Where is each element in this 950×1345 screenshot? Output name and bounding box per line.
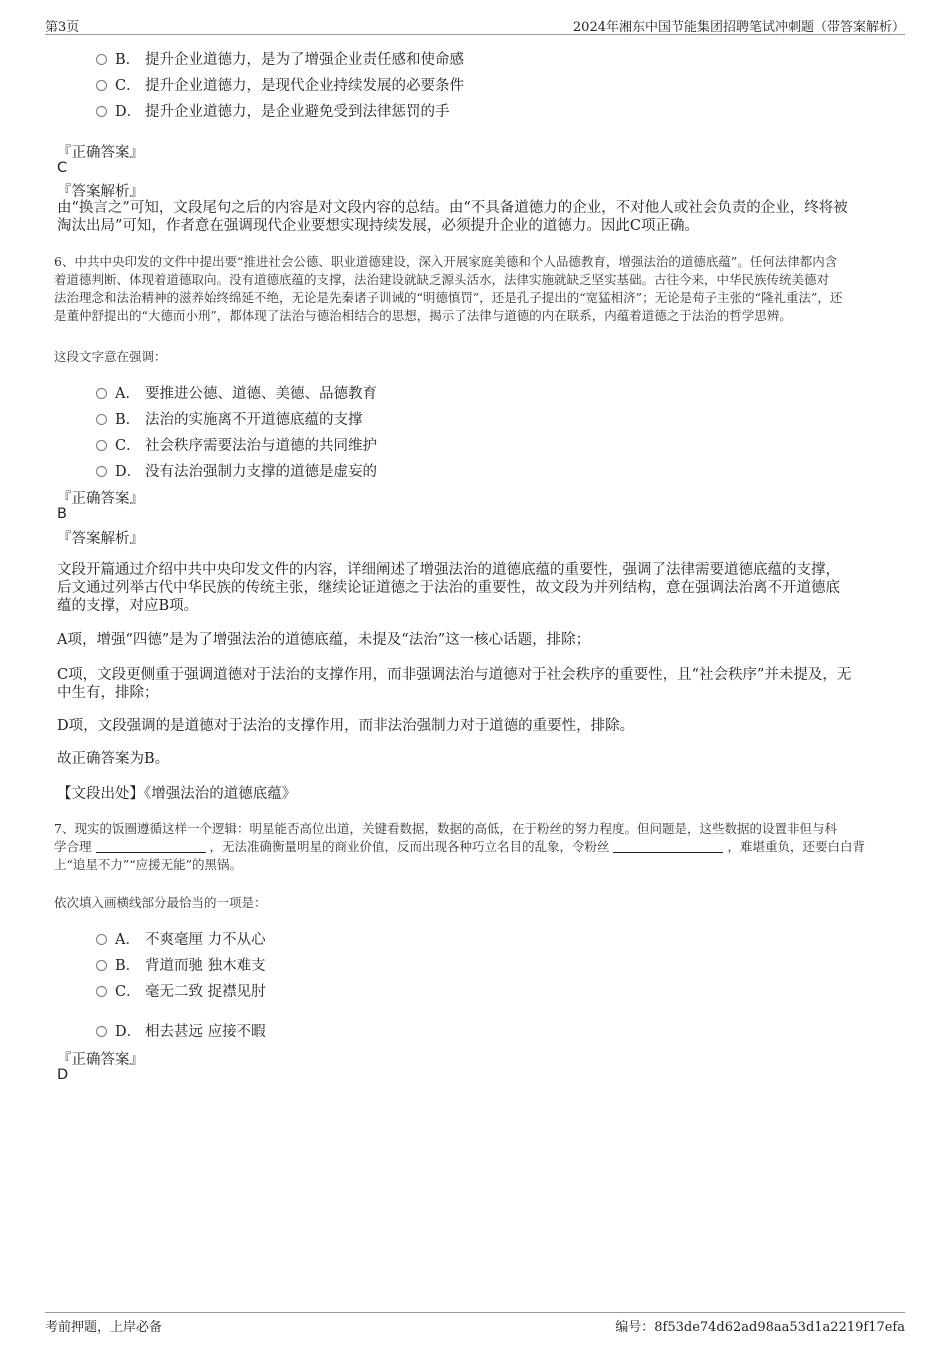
q5-option-b[interactable]: B． 提升企业道德力，是为了增强企业责任感和使命感	[96, 48, 464, 69]
radio-icon[interactable]	[96, 466, 107, 477]
fill-blank-2	[613, 840, 723, 853]
radio-icon[interactable]	[96, 934, 107, 945]
q7-answer: D	[57, 1067, 69, 1083]
q7-option-b[interactable]: B． 背道而驰 独木难支	[96, 954, 266, 975]
q5-option-d[interactable]: D． 提升企业道德力，是企业避免受到法律惩罚的手	[96, 100, 450, 121]
radio-icon[interactable]	[96, 414, 107, 425]
q7-option-a[interactable]: A． 不爽毫厘 力不从心	[96, 928, 266, 949]
q6-question: 6、中共中央印发的文件中提出要“推进社会公德、职业道德建设，深入开展家庭美德和个人品德教育，增强法治的道德底蕴”。任何法律都内含 着道德判断、体现着道德取向。没有道德底蕴的支撑，法治建设就缺乏源头活水，法律实施就缺乏坚实基础。古往今来，中华民族传统美德对 法治理念和法治精神的滋养始终绵延不绝，无论是先秦诸子训诫的“明德慎罚”，还是孔子提出的“宽猛相济”；无论是荀子主张的“隆礼重法”，还 是董仲舒提出的“大德而小刑”，都体现了法治与德治相结合的思想，揭示了法律与道德的内在联系，内蕴着道德之于法治的哲学思辨。	[54, 254, 843, 323]
radio-icon[interactable]	[96, 1026, 107, 1037]
page-footer	[45, 1312, 905, 1335]
document-id: 编号：8f53de74d62ad98aa53d1a2219f17efa	[615, 1320, 905, 1335]
q5-answer-label: 『正确答案』	[57, 145, 144, 161]
radio-icon[interactable]	[96, 106, 107, 117]
q6-analysis-p4: D项，文段强调的是道德对于法治的支撑作用，而非法治强制力对于道德的重要性，排除。	[57, 718, 635, 734]
radio-icon[interactable]	[96, 986, 107, 997]
q5-answer: C	[57, 160, 68, 176]
q5-analysis-label: 『答案解析』	[57, 184, 144, 200]
q6-option-d[interactable]: D． 没有法治强制力支撑的道德是虚妄的	[96, 460, 377, 481]
q6-option-b[interactable]: B． 法治的实施离不开道德底蕴的支撑	[96, 408, 363, 429]
q6-analysis-p1: 文段开篇通过介绍中共中央印发文件的内容，详细阐述了增强法治的道德底蕴的重要性，强调了法律需要道德底蕴的支撑， 后文通过列举古代中华民族的传统主张，继续论证道德之于法治的重要性，故文段为并列结构，意在强调法治离不开道德底 蕴的支撑，对应B项。	[57, 562, 840, 614]
q5-analysis: 由“换言之”可知，文段尾句之后的内容是对文段内容的总结。由“不具备道德力的企业，不对他人或社会负责的企业，终将被 淘汰出局”可知，作者意在强调现代企业要想实现持续发展，必须提升企业的道德力。因此C项正确。	[57, 200, 848, 234]
page-number: 第3页	[45, 20, 80, 35]
q5-option-c[interactable]: C． 提升企业道德力，是现代企业持续发展的必要条件	[96, 74, 464, 95]
q6-prompt: 这段文字意在强调：	[54, 349, 167, 364]
footer-slogan: 考前押题，上岸必备	[45, 1320, 163, 1335]
q6-analysis-p3: C项，文段更侧重于强调道德对于法治的支撑作用，而非强调法治与道德对于社会秩序的重要性，且“社会秩序”并未提及，无 中生有，排除；	[57, 667, 852, 701]
radio-icon[interactable]	[96, 388, 107, 399]
document-title: 2024年湘东中国节能集团招聘笔试冲刺题（带答案解析）	[572, 20, 905, 35]
radio-icon[interactable]	[96, 440, 107, 451]
q6-option-a[interactable]: A． 要推进公德、道德、美德、品德教育	[96, 382, 377, 403]
q6-answer: B	[57, 506, 67, 522]
q6-source: 【文段出处】《增强法治的道德底蕴》	[57, 786, 297, 802]
page-header	[45, 14, 905, 35]
radio-icon[interactable]	[96, 80, 107, 91]
q7-option-d[interactable]: D． 相去甚远 应接不暇	[96, 1020, 266, 1041]
q7-option-c[interactable]: C． 毫无二致 捉襟见肘	[96, 980, 266, 1001]
q6-analysis-label: 『答案解析』	[57, 531, 144, 547]
q6-analysis-p2: A项，增强“四德”是为了增强法治的道德底蕴，未提及“法治”这一核心话题，排除；	[57, 632, 591, 648]
radio-icon[interactable]	[96, 54, 107, 65]
radio-icon[interactable]	[96, 960, 107, 971]
q6-option-c[interactable]: C． 社会秩序需要法治与道德的共同维护	[96, 434, 377, 455]
fill-blank-1	[96, 840, 206, 853]
q7-prompt: 依次填入画横线部分最恰当的一项是：	[54, 895, 267, 910]
q6-answer-label: 『正确答案』	[57, 491, 144, 507]
q7-answer-label: 『正确答案』	[57, 1052, 144, 1068]
q6-analysis-p5: 故正确答案为B。	[57, 751, 170, 767]
q7-question: 7、现实的饭圈遵循这样一个逻辑：明星能否高位出道，关键看数据，数据的高低，在于粉丝的努力程度。但问题是，这些数据的设置非但与科 学合理 ，无法准确衡量明星的商业价值，反而出现各种巧立名目的乱象，令粉丝 ，难堪重负，还要白白背 上“追星不力”“应援无能”的黑锅。	[54, 821, 865, 872]
